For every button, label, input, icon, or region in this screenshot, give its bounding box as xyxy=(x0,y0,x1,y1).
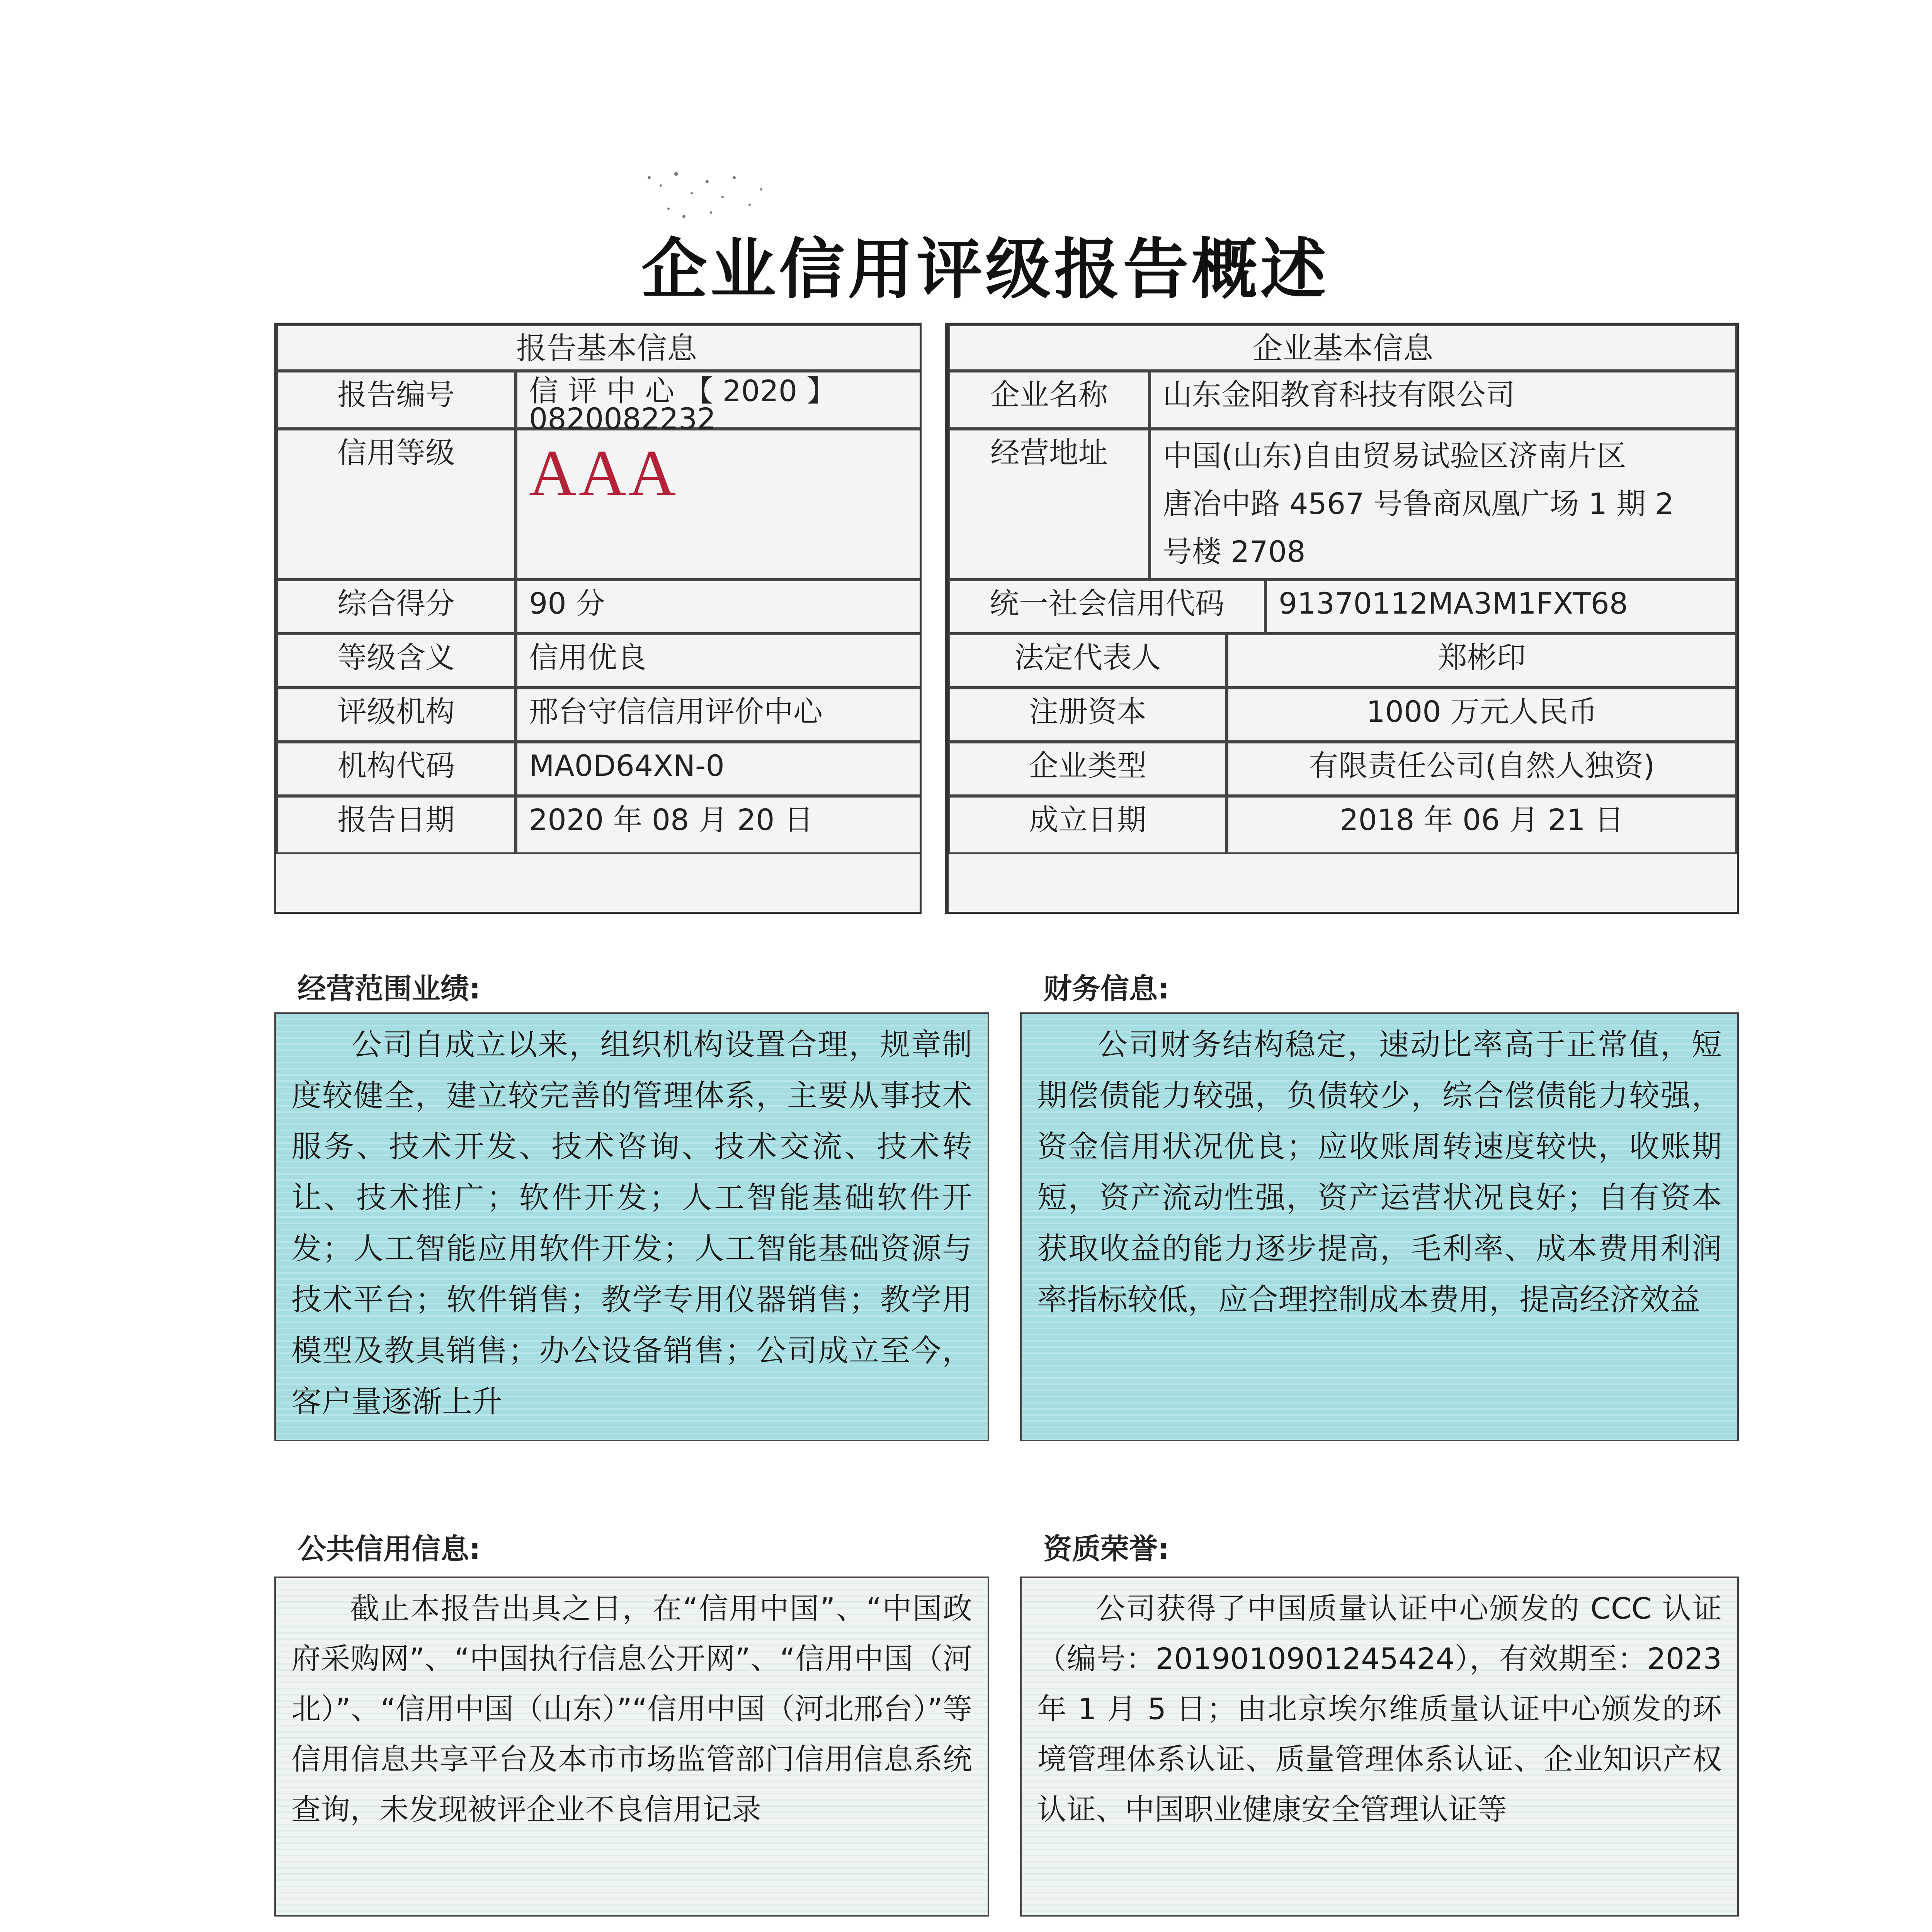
value-total-score: 90 分 xyxy=(516,580,937,634)
public-credit-text-box: 截止本报告出具之日，在“信用中国”、“中国政府采购网”、“中国执行信息公开网”、“信用中国（河北）”、“信用中国（山东）”“信用中国（河北邢台）”等信用信息共享平台及本市市场监管部门信用信息系统查询，未发现被评企业不良信用记录 xyxy=(274,1577,989,1917)
report-no-line1: 信 评 中 心 【 2020 】 xyxy=(529,374,836,408)
company-info-table xyxy=(947,323,1739,914)
address-line-2: 唐冶中路 4567 号鲁商凤凰广场 1 期 2 xyxy=(1163,486,1674,521)
page-title: 企业信用评级报告概述 xyxy=(641,231,1329,308)
value-report-no xyxy=(516,371,937,436)
address-line-1: 中国(山东)自由贸易试验区济南片区 xyxy=(1163,439,1626,473)
value-company-type: 有限责任公司(自然人独资) xyxy=(1227,742,1737,796)
table-divider xyxy=(920,323,947,914)
label-total-score: 综合得分 xyxy=(276,580,516,634)
honors-text-box: 公司获得了中国质量认证中心颁发的 CCC 认证（编号：2019010901245424），有效期至：2023 年 1 月 5 日；由北京埃尔维质量认证中心颁发的环境管理体系认证、质量管理体系认证、企业知识产权认证、中国职业健康安全管理认证等 xyxy=(1020,1577,1739,1917)
finance-text-box: 公司财务结构稳定，速动比率高于正常值，短期偿债能力较强，负债较少，综合偿债能力较强，资金信用状况优良；应收账周转速度较快，收账期短，资产流动性强，资产运营状况良好；自有资本获取收益的能力逐步提高，毛利率、成本费用利润率指标较低，应合理控制成本费用，提高经济效益 xyxy=(1020,1012,1739,1441)
value-grade-meaning: 信用优良 xyxy=(516,634,937,688)
public-credit-section-title: 公共信用信息: xyxy=(298,1532,481,1566)
label-credit-grade: 信用等级 xyxy=(276,429,516,580)
value-legal-rep: 郑彬印 xyxy=(1227,634,1737,688)
label-legal-rep: 法定代表人 xyxy=(949,634,1227,688)
label-company-type: 企业类型 xyxy=(949,742,1227,796)
business-text-box: 公司自成立以来，组织机构设置合理，规章制度较健全，建立较完善的管理体系，主要从事技术服务、技术开发、技术咨询、技术交流、技术转让、技术推广；软件开发；人工智能基础软件开发；人工智能应用软件开发；人工智能基础资源与技术平台；软件销售；教学专用仪器销售；教学用模型及教具销售；办公设备销售；公司成立至今，客户量逐渐上升 xyxy=(274,1012,989,1441)
finance-section-title: 财务信息: xyxy=(1043,972,1169,1005)
label-agency-code: 机构代码 xyxy=(276,742,516,796)
value-report-date: 2020 年 08 月 20 日 xyxy=(516,796,937,854)
value-founded: 2018 年 06 月 21 日 xyxy=(1227,796,1737,854)
value-agency-code: MA0D64XN-0 xyxy=(516,742,937,796)
label-grade-meaning: 等级含义 xyxy=(276,634,516,688)
value-credit-code: 91370112MA3M1FXT68 xyxy=(1265,580,1737,634)
company-info-header: 企业基本信息 xyxy=(949,325,1737,371)
credit-grade-rating: AAA xyxy=(529,437,679,509)
value-company-name: 山东金阳教育科技有限公司 xyxy=(1150,371,1737,429)
label-capital: 注册资本 xyxy=(949,688,1227,742)
address-line-3: 号楼 2708 xyxy=(1163,534,1306,569)
label-company-name: 企业名称 xyxy=(949,371,1150,429)
value-capital: 1000 万元人民币 xyxy=(1227,688,1737,742)
label-founded: 成立日期 xyxy=(949,796,1227,854)
label-credit-code: 统一社会信用代码 xyxy=(949,580,1265,634)
report-info-table xyxy=(274,323,939,914)
label-rating-agency: 评级机构 xyxy=(276,688,516,742)
report-no-line2: 0820082232 xyxy=(529,401,716,436)
value-address xyxy=(1150,429,1737,580)
label-address: 经营地址 xyxy=(949,429,1150,580)
report-info-header: 报告基本信息 xyxy=(276,325,937,371)
honors-section-title: 资质荣誉: xyxy=(1043,1532,1169,1566)
label-report-no: 报告编号 xyxy=(276,371,516,429)
value-rating-agency: 邢台守信信用评价中心 xyxy=(516,688,937,742)
value-credit-grade-cell xyxy=(516,429,937,580)
business-section-title: 经营范围业绩: xyxy=(298,972,481,1005)
label-report-date: 报告日期 xyxy=(276,796,516,854)
